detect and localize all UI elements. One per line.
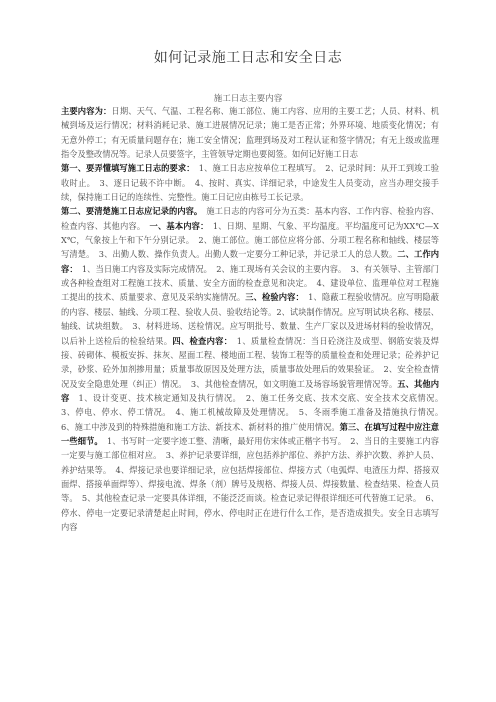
text-run: 1、书写时一定要字迹工整、清晰，最好用仿宋体或正楷字书写。 2、当日的主要施工内容一定要与施工部位相对应。 3、养护记录要详细，应包括养护部位、养护方法、养护次数、养护人员、养护结果等。 4、焊接记录也要详细记录，应包括焊接部位、焊接方式（电弧焊、电渣压力焊、搭接双面焊、搭接单面焊等）、焊接电流、焊条（剂）牌号及规格、焊接人员、焊接数量、检查结果、检查人员等。 5、其他检查记录一定要具体详细，不能泛泛而谈。检查记录记得很详细还可代替施工记录。 6、停水、停电一定要记录清楚起止时间，停水、停电时正在进行什么工作，是否造成损失。安全日志填写内容 <box>61 435 440 532</box>
bold-heading-run: 第三、在填写过程中应注意一些细节。 <box>61 421 440 446</box>
text-run: 1、隐蔽工程验收情况。应写明隐蔽的内容、楼层、轴线、分项工程、验收人员、验收结论等。2、试块制作情况。应写明试块名称、楼层、轴线、试块组数。 3、材料进场、送检情况。应写明批号、数量、生产厂家以及进场材料的验收情况，以后补上送检后的检验结果。 <box>61 292 439 346</box>
text-run: 1、设计变更、技术核定通知及执行情况。 2、施工任务交底、技术交底、安全技术交底情况。 3、停电、停水、停工情况。 4、施工机械故障及处理情况。 5、冬雨季施工准备及措施执行情况。 6、施工中涉及到的特殊措施和施工方法、新技术、新材料的推广使用情况。 <box>61 392 448 432</box>
bold-heading-run: 三、检验内容： <box>245 292 300 303</box>
document-title: 如何记录施工日志和安全日志 <box>153 50 343 66</box>
bold-heading-run: 主要内容为： <box>61 106 112 116</box>
text-run: 施工日志的内容可分为五类：基本内容、工作内容、检验内容、检查内容、其他内容。 <box>61 206 440 231</box>
bold-heading-run: 四、检查内容： <box>172 335 229 346</box>
text-run: 1、当日施工内容及实际完成情况。 2、施工现场有关会议的主要内容。 3、有关领导、主管部门或各种检查组对工程施工技术、质量、安全方面的检查意见和决定。 4、建设单位、监理单位对工程施工提出的技术、质量要求、意见及采纳实施情况。 <box>61 263 440 303</box>
document-body <box>61 104 448 534</box>
paragraph <box>61 204 448 534</box>
bold-heading-run: 一、基本内容： <box>149 220 205 231</box>
bold-heading-run: 五、其他内容 <box>61 378 439 403</box>
text-run: 日期、天气、气温、工程名称、施工部位、施工内容、应用的主要工艺；人员、材料、机械到场及运行情况；材料消耗记录、施工进展情况记录；施工是否正常；外界环境、地质变化情况；有无意外停工；有无质量问题存在；施工安全情况；监理到场及对工程认证和签字情况；有无上级或监理指令及整改情况等。记录人员要签字，主管领导定期也要阅签。如何记好施工日志 <box>61 106 440 160</box>
text-run: 1、质量检查情况：当日砼浇注及成型、钢筋安装及焊接、砖砌体、模板安拆、抹灰、屋面工程、楼地面工程、装饰工程等的质量检查和处理记录；砼养护记录，砂浆、砼外加剂掺用量；质量事故原因及处理方法，质量事故处理后的效果验证。 2、安全检查情况及安全隐患处理（纠正）情况。 3、其他检查情况，如文明施工及场容场貌管理情况等。 <box>61 335 440 389</box>
bold-heading-run: 第一、要弄懂填写施工日志的要求： <box>61 163 191 174</box>
bold-heading-run: 第二、要清楚施工日志应记录的内容。 <box>61 206 199 217</box>
text-run: 1、施工日志应按单位工程填写。 2、记录时间：从开工到竣工验收时止。 3、逐日记载不许中断。 4、按时、真实、详细记录，中途发生人员变动，应当办理交接手续，保持施工日记的连续性、完整性。施工日记应由栋号工长记录。 <box>61 163 440 203</box>
section-heading: 施工日志主要内容 <box>213 94 283 104</box>
bold-heading-run: 二、工作内容： <box>61 249 439 274</box>
text-run: 1、日期、星期、气象、平均温度。平均温度可记为XX℃—XX℃，气象按上午和下午分别记录。 2、施工部位。施工部位应将分部、分项工程名称和轴线、楼层等写清楚。 3、出勤人数、操作负责人。出勤人数一定要分工种记录，并记录工人的总人数。 <box>61 220 440 260</box>
paragraph <box>61 104 439 161</box>
paragraph <box>61 161 439 204</box>
